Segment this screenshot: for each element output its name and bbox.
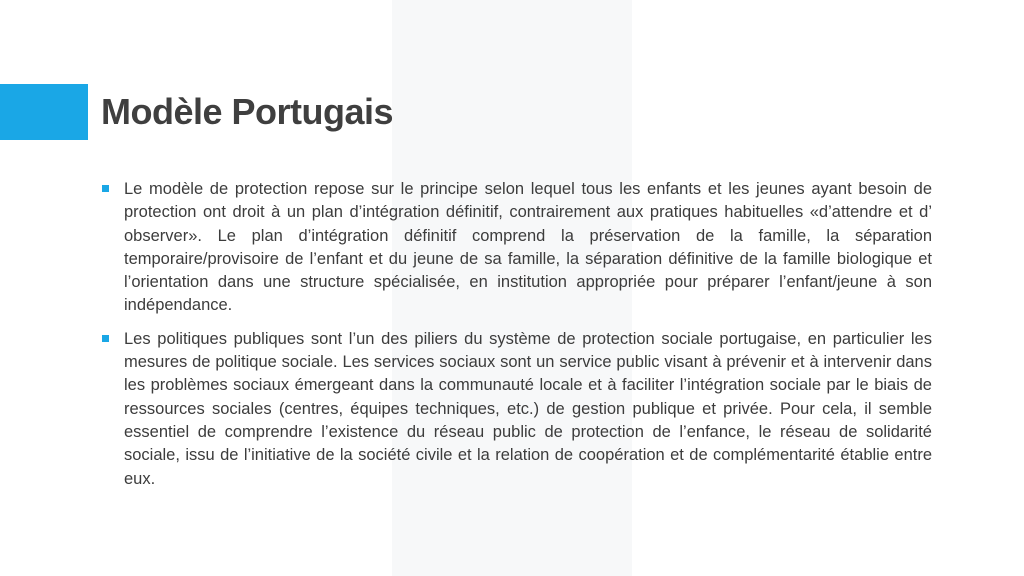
title-accent-bar: [0, 84, 88, 140]
slide-title: Modèle Portugais: [101, 91, 394, 132]
square-bullet-icon: [102, 185, 109, 192]
bullet-item: [102, 328, 932, 491]
bullet-list: [102, 178, 932, 501]
square-bullet-icon: [102, 335, 109, 342]
bullet-text: Les politiques publiques sont l’un des piliers du système de protection sociale portugaise, en particulier les mesures de politique sociale. Les services sociaux sont un service public visant à prévenir et à intervenir dans les problèmes sociaux émergeant dans la communauté locale et à faciliter l’intégration sociale par le biais de ressources sociales (centres, équipes techniques, etc.) de gestion publique et privée. Pour cela, il semble essentiel de comprendre l’existence du réseau public de protection de l’enfance, le réseau de solidarité sociale, issu de l’initiative de la société civile et la relation de coopération et de complémentarité établie entre eux.: [124, 329, 932, 488]
bullet-text: Le modèle de protection repose sur le principe selon lequel tous les enfants et les jeunes ayant besoin de protection ont droit à un plan d’intégration définitif, contrairement aux pratiques habituelles «d’attendre et d’ observer». Le plan d’intégration définitif comprend la préservation de la famille, la séparation temporaire/provisoire de l’enfant et du jeune de sa famille, la séparation définitive de la famille biologique et l’orientation dans une structure spécialisée, en institution appropriée pour préparer l’enfant/jeune à son indépendance.: [124, 180, 932, 315]
bullet-item: [102, 178, 932, 318]
